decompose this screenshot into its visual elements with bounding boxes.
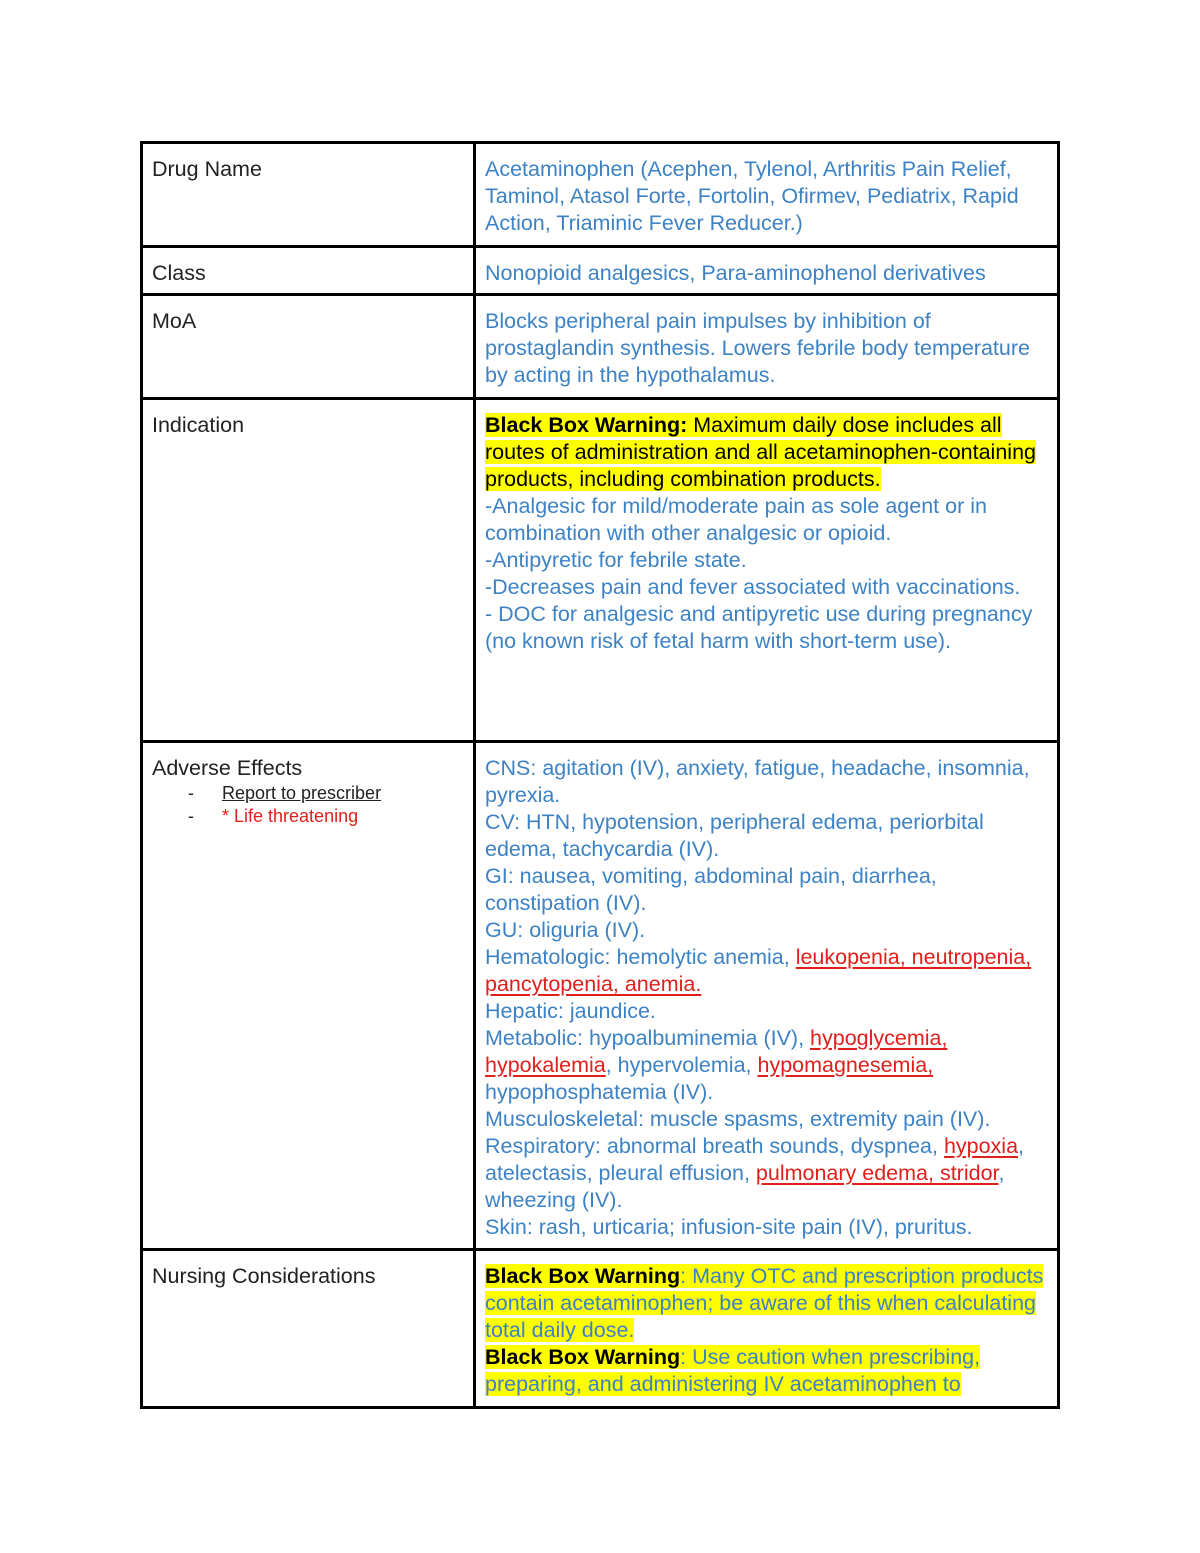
ae-hepatic: Hepatic: jaundice. [485,999,656,1023]
nursing-bbw-1-label: Black Box Warning [485,1264,681,1288]
black-box-warning-label: Black Box Warning: [485,413,688,437]
ae-metabolic-critical-2: hypomagnesemia, [757,1053,934,1077]
ae-respiratory-critical-1: hypoxia [943,1134,1019,1158]
legend-life-threatening [152,805,464,828]
ae-respiratory-critical-2: pulmonary edema, stridor [755,1161,999,1185]
ae-respiratory-mid: , atelectasis, pleural effusion, [485,1134,1025,1185]
row-moa [142,295,1059,399]
ae-metabolic-mid: , hypervolemia, [605,1053,758,1077]
legend-life-text: * Life threatening [222,806,359,826]
row-adverse-effects [142,742,1059,1250]
nursing-bbw-2 [485,1345,980,1396]
ae-cv: CV: HTN, hypotension, peripheral edema, periorbital edema, tachycardia (IV). [485,810,984,861]
ae-metabolic-critical-1: hypoglycemia, hypokalemia [485,1026,948,1077]
label-indication: Indication [142,399,475,742]
label-moa: MoA [142,295,475,399]
legend-dash: - [188,806,194,826]
label-class: Class [142,247,475,295]
value-indication [475,399,1059,742]
value-moa: Blocks peripheral pain impulses by inhibition of prostaglandin synthesis. Lowers febrile body temperature by acting in the hypothalamus. [475,295,1059,399]
ae-respiratory: Respiratory: abnormal breath sounds, dyspnea, [485,1134,944,1158]
nursing-bbw-1 [485,1264,1043,1342]
label-drug-name: Drug Name [142,143,475,247]
label-nursing-considerations: Nursing Considerations [142,1250,475,1408]
ae-hematologic: Hematologic: hemolytic anemia, [485,945,796,969]
ae-metabolic: Metabolic: hypoalbuminemia (IV), [485,1026,811,1050]
drug-card-table [140,141,1060,1409]
value-class: Nonopioid analgesics, Para-aminophenol derivatives [475,247,1059,295]
black-box-warning-highlight [485,413,1036,491]
indication-line: -Decreases pain and fever associated with vaccinations. [485,575,1021,599]
row-indication [142,399,1059,742]
ae-musculoskeletal: Musculoskeletal: muscle spasms, extremity pain (IV). [485,1107,991,1131]
nursing-bbw-2-label: Black Box Warning [485,1345,681,1369]
ae-cns: CNS: agitation (IV), anxiety, fatigue, headache, insomnia, pyrexia. [485,756,1030,807]
indication-line: -Analgesic for mild/moderate pain as sole agent or in combination with other analgesic or opioid. [485,494,987,545]
ae-gi: GI: nausea, vomiting, abdominal pain, diarrhea, constipation (IV). [485,864,937,915]
legend-report-to-prescriber [152,782,464,805]
indication-line: -Antipyretic for febrile state. [485,548,747,572]
black-box-warning-text: Maximum daily dose includes all routes of administration and all acetaminophen-containing products, including combination products. [485,413,1036,491]
indication-line: - DOC for analgesic and antipyretic use during pregnancy (no known risk of fetal harm with short-term use). [485,602,1033,653]
row-class [142,247,1059,295]
nursing-bbw-2-text: : Use caution when prescribing, preparing, and administering IV acetaminophen to [485,1345,981,1396]
ae-respiratory-post: , wheezing (IV). [485,1161,1005,1212]
legend-dash: - [188,783,194,803]
value-drug-name: Acetaminophen (Acephen, Tylenol, Arthritis Pain Relief, Taminol, Atasol Forte, Fortolin, Ofirmev, Pediatrix, Rapid Action, Triaminic Fever Reducer.) [475,143,1059,247]
legend-report-text: Report to prescriber [222,783,382,803]
label-adverse-effects [142,742,475,1250]
ae-skin: Skin: rash, urticaria; infusion-site pain (IV), pruritus. [485,1215,973,1239]
value-adverse-effects [475,742,1059,1250]
ae-metabolic-post: hypophosphatemia (IV). [485,1080,714,1104]
adverse-legend [152,782,464,828]
row-nursing-considerations [142,1250,1059,1408]
value-nursing-considerations [475,1250,1059,1408]
row-drug-name [142,143,1059,247]
ae-gu: GU: oliguria (IV). [485,918,646,942]
adverse-effects-title: Adverse Effects [152,756,303,780]
nursing-bbw-1-text: : Many OTC and prescription products contain acetaminophen; be aware of this when calculating total daily dose. [485,1264,1044,1342]
ae-hematologic-critical: leukopenia, neutropenia, pancytopenia, anemia. [485,945,1032,996]
